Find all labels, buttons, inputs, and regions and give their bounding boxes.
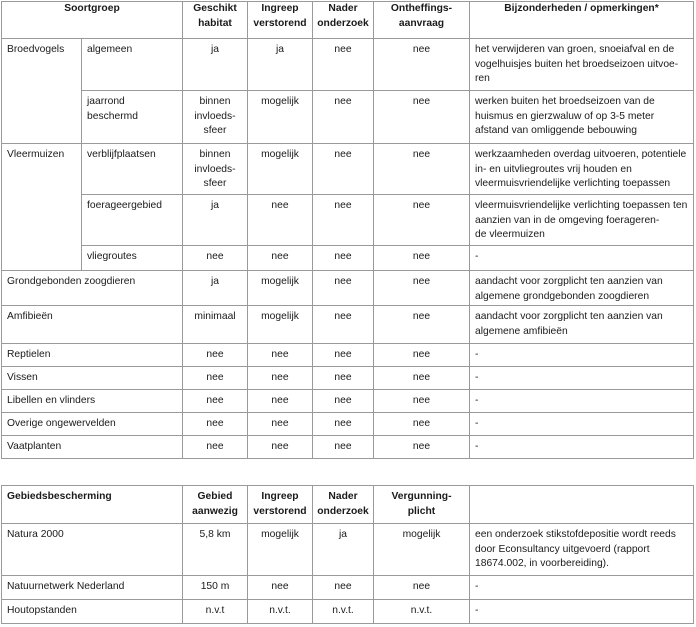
sub-cell: algemeen xyxy=(82,39,183,91)
ingreep-cell: mogelijk xyxy=(248,91,313,144)
header-gebied: Gebiedsbescherming xyxy=(2,486,183,524)
nader-cell: nee xyxy=(313,39,374,91)
name-cell: Natura 2000 xyxy=(2,524,183,576)
nader-cell: nee xyxy=(313,144,374,195)
geschikt-cell: nee xyxy=(183,436,248,459)
ontheffing-cell: nee xyxy=(374,367,470,390)
geschikt-cell: nee xyxy=(183,413,248,436)
opmerking-cell: - xyxy=(470,576,694,600)
ontheffing-cell: nee xyxy=(374,413,470,436)
header-ingreep: Ingreep verstorend xyxy=(248,486,313,524)
ingreep-cell: nee xyxy=(248,436,313,459)
nader-cell: nee xyxy=(313,576,374,600)
ingreep-cell: nee xyxy=(248,413,313,436)
header-ingreep: Ingreep verstorend xyxy=(248,2,313,39)
header-nader: Nader onderzoek xyxy=(313,2,374,39)
ontheffing-cell: nee xyxy=(374,144,470,195)
name-cell: Houtopstanden xyxy=(2,600,183,624)
geschikt-cell: minimaal xyxy=(183,306,248,344)
geschikt-cell: nee xyxy=(183,390,248,413)
vergunning-cell: nee xyxy=(374,576,470,600)
ontheffing-cell: nee xyxy=(374,195,470,246)
ingreep-cell: nee xyxy=(248,390,313,413)
name-cell: Vissen xyxy=(2,367,183,390)
sub-cell: vliegroutes xyxy=(82,246,183,271)
table-row xyxy=(2,91,694,144)
header-aanwezig: Gebied aanwezig xyxy=(183,486,248,524)
opmerking-cell: - xyxy=(470,246,694,271)
geschikt-cell: ja xyxy=(183,271,248,306)
ontheffing-cell: nee xyxy=(374,390,470,413)
table-row xyxy=(2,524,694,576)
opmerking-cell: - xyxy=(470,413,694,436)
name-cell: Amfibieën xyxy=(2,306,183,344)
opmerking-cell: aandacht voor zorgplicht ten aanzien van algemene grondgebonden zoogdieren xyxy=(470,271,694,306)
sub-cell: jaarrond beschermd xyxy=(82,91,183,144)
nader-cell: nee xyxy=(313,367,374,390)
ontheffing-cell: nee xyxy=(374,436,470,459)
ingreep-cell: n.v.t. xyxy=(248,600,313,624)
header-row xyxy=(2,486,694,524)
table-row xyxy=(2,144,694,195)
ingreep-cell: nee xyxy=(248,344,313,367)
nader-cell: nee xyxy=(313,306,374,344)
ontheffing-cell: nee xyxy=(374,306,470,344)
ontheffing-cell: nee xyxy=(374,344,470,367)
nader-cell: nee xyxy=(313,91,374,144)
aanwezig-cell: n.v.t xyxy=(183,600,248,624)
nader-cell: n.v.t. xyxy=(313,600,374,624)
geschikt-cell: binnen invloeds- sfeer xyxy=(183,144,248,195)
table-row xyxy=(2,367,694,390)
ontheffing-cell: nee xyxy=(374,271,470,306)
geschikt-cell: nee xyxy=(183,246,248,271)
nader-cell: nee xyxy=(313,344,374,367)
area-protection-table xyxy=(1,485,694,624)
ingreep-cell: nee xyxy=(248,195,313,246)
ontheffing-cell: nee xyxy=(374,39,470,91)
ingreep-cell: mogelijk xyxy=(248,144,313,195)
opmerking-cell: - xyxy=(470,390,694,413)
table-row xyxy=(2,39,694,91)
ingreep-cell: mogelijk xyxy=(248,271,313,306)
header-nader: Nader onderzoek xyxy=(313,486,374,524)
header-geschikt: Geschikt habitat xyxy=(183,2,248,39)
header-row xyxy=(2,2,694,39)
vergunning-cell: mogelijk xyxy=(374,524,470,576)
ontheffing-cell: nee xyxy=(374,246,470,271)
ingreep-cell: mogelijk xyxy=(248,306,313,344)
opmerking-cell: werken buiten het broedseizoen van de huismus en gierzwaluw of op 3-5 meter afstand van omliggende bebouwing xyxy=(470,91,694,144)
table-row xyxy=(2,306,694,344)
vergunning-cell: n.v.t. xyxy=(374,600,470,624)
name-cell: Libellen en vlinders xyxy=(2,390,183,413)
geschikt-cell: ja xyxy=(183,39,248,91)
nader-cell: nee xyxy=(313,271,374,306)
table-row xyxy=(2,576,694,600)
opmerking-cell: werkzaamheden overdag uitvoeren, potentiele in- en uitvliegroutes vrij houden en vleermuisvriendelijke verlichting toepassen xyxy=(470,144,694,195)
sub-cell: foerageergebied xyxy=(82,195,183,246)
ingreep-cell: mogelijk xyxy=(248,524,313,576)
nader-cell: nee xyxy=(313,246,374,271)
ingreep-cell: nee xyxy=(248,367,313,390)
ingreep-cell: nee xyxy=(248,246,313,271)
nader-cell: nee xyxy=(313,436,374,459)
header-vergunning: Vergunning- plicht xyxy=(374,486,470,524)
header-bijzonderheden: Bijzonderheden / opmerkingen* xyxy=(470,2,694,39)
table-row xyxy=(2,413,694,436)
opmerking-cell: - xyxy=(470,367,694,390)
opmerking-cell: een onderzoek stikstofdepositie wordt reeds door Econsultancy uitgevoerd (rapport 18674.002, in voorbereiding). xyxy=(470,524,694,576)
opmerking-cell: aandacht voor zorgplicht ten aanzien van algemene amfibieën xyxy=(470,306,694,344)
species-table xyxy=(1,1,694,459)
ingreep-cell: ja xyxy=(248,39,313,91)
geschikt-cell: binnen invloeds- sfeer xyxy=(183,91,248,144)
opmerking-cell: - xyxy=(470,600,694,624)
name-cell: Overige ongewervelden xyxy=(2,413,183,436)
aanwezig-cell: 5,8 km xyxy=(183,524,248,576)
nader-cell: nee xyxy=(313,390,374,413)
table-row xyxy=(2,246,694,271)
geschikt-cell: ja xyxy=(183,195,248,246)
group-broedvogels: Broedvogels xyxy=(2,39,82,144)
nader-cell: nee xyxy=(313,195,374,246)
ingreep-cell: nee xyxy=(248,576,313,600)
nader-cell: nee xyxy=(313,413,374,436)
opmerking-cell: het verwijderen van groen, snoeiafval en de vogelhuisjes buiten het broedseizoen uitvoe- ren xyxy=(470,39,694,91)
geschikt-cell: nee xyxy=(183,344,248,367)
table-row xyxy=(2,436,694,459)
header-opmerking-empty xyxy=(470,486,694,524)
table-row xyxy=(2,344,694,367)
name-cell: Grondgebonden zoogdieren xyxy=(2,271,183,306)
header-ontheffing: Ontheffings- aanvraag xyxy=(374,2,470,39)
geschikt-cell: nee xyxy=(183,367,248,390)
nader-cell: ja xyxy=(313,524,374,576)
opmerking-cell: - xyxy=(470,436,694,459)
group-vleermuizen: Vleermuizen xyxy=(2,144,82,271)
name-cell: Reptielen xyxy=(2,344,183,367)
opmerking-cell: - xyxy=(470,344,694,367)
aanwezig-cell: 150 m xyxy=(183,576,248,600)
name-cell: Natuurnetwerk Nederland xyxy=(2,576,183,600)
table-row xyxy=(2,271,694,306)
header-soortgroep: Soortgroep xyxy=(2,2,183,39)
table-row xyxy=(2,195,694,246)
table-row xyxy=(2,600,694,624)
name-cell: Vaatplanten xyxy=(2,436,183,459)
opmerking-cell: vleermuisvriendelijke verlichting toepassen ten aanzien van in de omgeving foerageren- de vleermuizen xyxy=(470,195,694,246)
sub-cell: verblijfplaatsen xyxy=(82,144,183,195)
ontheffing-cell: nee xyxy=(374,91,470,144)
table-row xyxy=(2,390,694,413)
